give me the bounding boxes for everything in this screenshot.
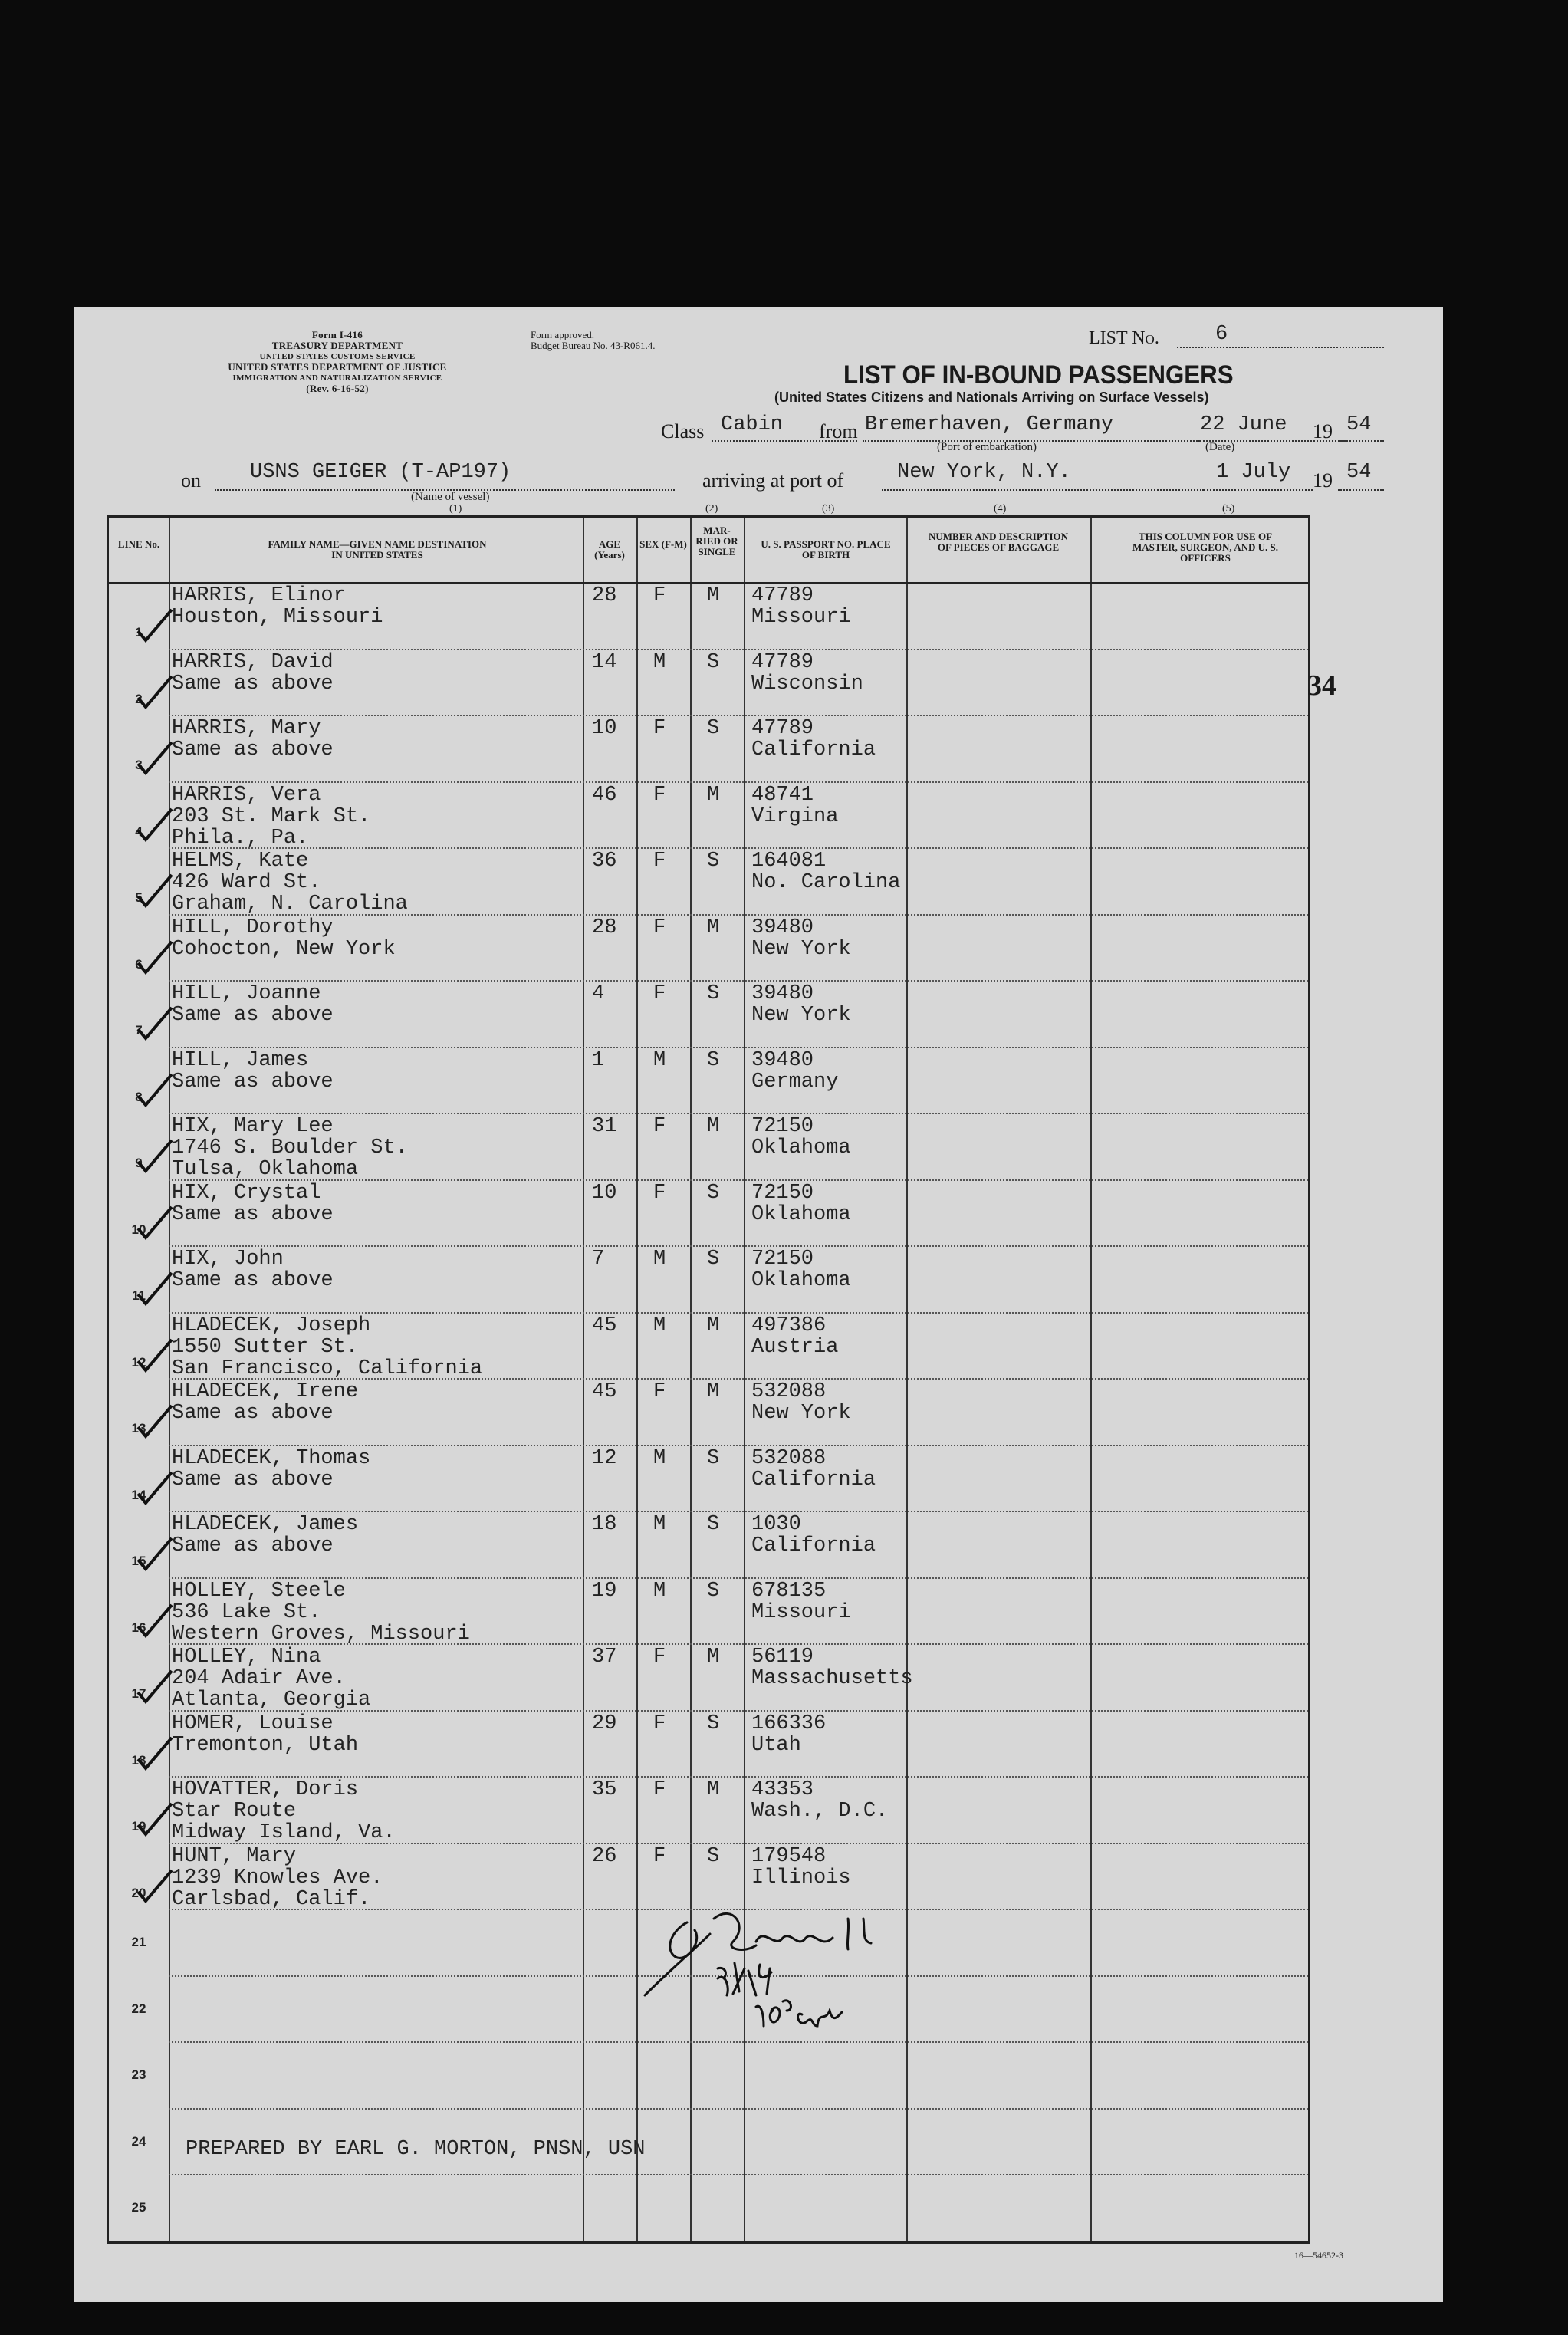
table-row: [109, 2041, 1308, 2108]
table-row: [109, 1511, 1308, 1577]
list-no-rule: [1177, 331, 1384, 348]
place-of-birth: Missouri: [751, 1600, 851, 1624]
passenger-name: HOLLEY, Nina: [172, 1646, 321, 1669]
passenger-marital-status: M: [707, 1314, 720, 1337]
caption-2: (2): [705, 503, 718, 515]
passenger-destination-2: San Francisco, California: [172, 1357, 483, 1380]
date2-year-prefix: 19: [1313, 469, 1333, 492]
table-row: [109, 2108, 1308, 2175]
place-of-birth: Wisconsin: [751, 672, 863, 696]
budget-bureau: Budget Bureau No. 43-R061.4.: [531, 340, 656, 351]
caption-1: (1): [449, 503, 462, 515]
passenger-name: HARRIS, Elinor: [172, 584, 346, 607]
place-of-birth: No. Carolina: [751, 871, 901, 894]
passport-number: 532088: [751, 1380, 827, 1403]
passport-number: 164081: [751, 850, 827, 873]
line-number: 19: [131, 1819, 146, 1833]
table-row: [109, 781, 1308, 848]
passenger-destination: 1239 Knowles Ave.: [172, 1866, 383, 1889]
passenger-destination-2: Phila., Pa.: [172, 826, 309, 850]
date2-value: 1 July: [1216, 461, 1291, 484]
port-value: New York, N.Y.: [897, 461, 1071, 484]
passenger-marital-status: S: [707, 1446, 720, 1470]
passenger-sex: F: [653, 1380, 666, 1403]
passenger-age: 37: [592, 1646, 617, 1669]
passenger-name: HLADECEK, Joseph: [172, 1314, 371, 1337]
passenger-destination: Same as above: [172, 1402, 334, 1425]
passenger-sex: M: [653, 1446, 666, 1470]
line-number: 3: [135, 758, 143, 772]
passenger-name: HIX, Crystal: [172, 1181, 321, 1205]
col-header-baggage: NUMBER AND DESCRIPTION OF PIECES OF BAGGAGE: [928, 531, 1069, 553]
passport-number: 47789: [751, 584, 814, 607]
place-of-birth: Germany: [751, 1070, 839, 1094]
line-number: 5: [135, 890, 143, 905]
check-mark-icon: [132, 807, 178, 846]
passenger-marital-status: M: [707, 1115, 720, 1138]
passport-number: 166336: [751, 1712, 827, 1735]
passenger-age: 26: [592, 1844, 617, 1868]
arriving-label: arriving at port of: [702, 469, 844, 492]
date2-year: 54: [1346, 461, 1372, 484]
table-row: [109, 1312, 1308, 1379]
passenger-sex: M: [653, 650, 666, 674]
passenger-name: HIX, John: [172, 1248, 284, 1271]
passenger-destination: 1746 S. Boulder St.: [172, 1136, 408, 1159]
passenger-name: HARRIS, Vera: [172, 783, 321, 807]
place-of-birth: Utah: [751, 1733, 801, 1757]
passenger-destination: 536 Lake St.: [172, 1600, 321, 1624]
passenger-destination: Houston, Missouri: [172, 606, 383, 629]
line-number: 24: [131, 2133, 146, 2149]
vessel-caption: (Name of vessel): [411, 491, 490, 503]
line-number: 23: [131, 2067, 146, 2082]
check-mark-icon: [132, 1669, 178, 1708]
place-of-birth: Missouri: [751, 606, 851, 629]
passenger-destination-2: Graham, N. Carolina: [172, 893, 408, 916]
passenger-marital-status: S: [707, 850, 720, 873]
line-number: 11: [132, 1288, 146, 1303]
place-of-birth: New York: [751, 1402, 851, 1425]
passport-number: 56119: [751, 1646, 814, 1669]
customs-service: UNITED STATES CUSTOMS SERVICE: [259, 352, 416, 361]
list-title: LIST OF IN-BOUND PASSENGERS: [843, 360, 1234, 390]
line-number: 9: [135, 1156, 143, 1170]
check-mark-icon: [132, 1471, 178, 1509]
passenger-sex: F: [653, 850, 666, 873]
passport-number: 39480: [751, 916, 814, 939]
passenger-marital-status: S: [707, 1248, 720, 1271]
passenger-destination-2: Tulsa, Oklahoma: [172, 1158, 359, 1181]
check-mark-icon: [132, 675, 178, 713]
table-row: [109, 1378, 1308, 1445]
passenger-age: 7: [592, 1248, 605, 1271]
passenger-name: PREPARED BY EARL G. MORTON, PNSN, USN: [186, 2137, 646, 2161]
place-of-birth: Oklahoma: [751, 1269, 851, 1292]
check-mark-icon: [132, 1537, 178, 1575]
passenger-destination: Same as above: [172, 672, 334, 696]
table-row: [109, 582, 1308, 649]
form-approval: [531, 330, 655, 351]
passport-number: 39480: [751, 982, 814, 1005]
check-mark-icon: [132, 741, 178, 779]
passenger-name: HILL, Dorothy: [172, 916, 334, 939]
officer-mark: 34: [1307, 669, 1336, 702]
passenger-destination: Same as above: [172, 1004, 334, 1027]
passenger-name: HIX, Mary Lee: [172, 1115, 334, 1138]
passenger-destination: Same as above: [172, 1202, 334, 1226]
class-value: Cabin: [721, 413, 784, 436]
passport-number: 39480: [751, 1048, 814, 1072]
col-header-officers: THIS COLUMN FOR USE OF MASTER, SURGEON, AND U. S. OFFICERS: [1132, 531, 1278, 564]
passenger-marital-status: M: [707, 1778, 720, 1801]
place-of-birth: Virgina: [751, 804, 839, 828]
line-number: 6: [135, 956, 143, 972]
place-of-birth: California: [751, 1534, 876, 1557]
passenger-destination: Same as above: [172, 738, 334, 761]
passenger-age: 14: [592, 650, 617, 674]
passenger-destination: Same as above: [172, 1269, 334, 1292]
passenger-destination: 1550 Sutter St.: [172, 1335, 359, 1359]
check-mark-icon: [132, 1073, 178, 1111]
check-mark-icon: [132, 1006, 178, 1044]
class-label: Class: [661, 420, 705, 442]
passenger-destination: Tremonton, Utah: [172, 1733, 359, 1757]
passport-number: 48741: [751, 783, 814, 807]
passenger-sex: F: [653, 717, 666, 740]
passenger-sex: F: [653, 1181, 666, 1205]
passenger-destination: 203 St. Mark St.: [172, 804, 371, 828]
from-label: from: [819, 420, 858, 442]
passenger-age: 45: [592, 1380, 617, 1403]
from-caption: (Port of embarkation): [937, 441, 1037, 453]
caption-5: (5): [1222, 503, 1235, 515]
line-number: 12: [131, 1354, 146, 1370]
passport-number: 72150: [751, 1181, 814, 1205]
col-header-line: LINE No.: [117, 538, 160, 550]
table-row: [109, 1113, 1308, 1179]
on-label: on: [181, 469, 201, 492]
place-of-birth: Massachusetts: [751, 1667, 913, 1690]
passenger-sex: F: [653, 1778, 666, 1801]
passenger-age: 18: [592, 1513, 617, 1536]
table-row: [109, 1710, 1308, 1777]
table-row: [109, 1245, 1308, 1312]
place-of-birth: Wash., D.C.: [751, 1800, 889, 1823]
line-number: 17: [131, 1686, 146, 1701]
passenger-marital-status: S: [707, 1513, 720, 1536]
place-of-birth: Oklahoma: [751, 1202, 851, 1226]
passenger-sex: M: [653, 1513, 666, 1536]
passenger-marital-status: S: [707, 1181, 720, 1205]
passenger-sex: M: [653, 1579, 666, 1603]
col-header-sex: SEX (F-M): [639, 538, 687, 550]
passenger-age: 28: [592, 916, 617, 939]
table-row: [109, 649, 1308, 715]
passenger-age: 46: [592, 783, 617, 807]
place-of-birth: California: [751, 1468, 876, 1491]
treasury-dept: TREASURY DEPARTMENT: [271, 340, 403, 351]
passenger-marital-status: S: [707, 1048, 720, 1072]
check-mark-icon: [132, 1404, 178, 1442]
line-number: 21: [131, 1935, 146, 1949]
form-revision: (Rev. 6-16-52): [306, 383, 369, 394]
line-number: 16: [131, 1620, 146, 1635]
passenger-name: HOVATTER, Doris: [172, 1778, 359, 1801]
place-of-birth: New York: [751, 1004, 851, 1027]
place-of-birth: New York: [751, 937, 851, 961]
check-mark-icon: [132, 1736, 178, 1774]
check-mark-icon: [132, 873, 178, 912]
passenger-age: 35: [592, 1778, 617, 1801]
col-header-passport: U. S. PASSPORT NO. PLACE OF BIRTH: [761, 538, 891, 561]
passenger-name: HOLLEY, Steele: [172, 1579, 346, 1603]
line-number: 7: [135, 1023, 143, 1038]
passenger-name: HLADECEK, Thomas: [172, 1446, 371, 1470]
passport-number: 497386: [751, 1314, 827, 1337]
form-number: Form I-416: [311, 329, 363, 340]
passport-number: 47789: [751, 650, 814, 674]
passenger-name: HOMER, Louise: [172, 1712, 334, 1735]
check-mark-icon: [132, 1338, 178, 1376]
passenger-age: 1: [592, 1048, 605, 1072]
line-number: 13: [131, 1421, 146, 1436]
date1-value: 22 June: [1200, 413, 1287, 436]
passenger-age: 31: [592, 1115, 617, 1138]
passenger-marital-status: M: [707, 783, 720, 807]
list-no-value: 6: [1215, 323, 1228, 346]
passenger-destination: Same as above: [172, 1534, 334, 1557]
line-number: 8: [135, 1089, 143, 1104]
passenger-sex: F: [653, 584, 666, 607]
passenger-destination-2: Western Groves, Missouri: [172, 1622, 470, 1646]
check-mark-icon: [132, 1603, 178, 1642]
passenger-sex: F: [653, 916, 666, 939]
footer-code: 16—54652-3: [1294, 2250, 1343, 2261]
table-row: [109, 980, 1308, 1047]
col-header-age: AGE (Years): [594, 538, 625, 561]
passenger-marital-status: S: [707, 1579, 720, 1603]
passenger-destination-2: Atlanta, Georgia: [172, 1689, 371, 1712]
passport-number: 47789: [751, 717, 814, 740]
passenger-destination: 204 Adair Ave.: [172, 1667, 346, 1690]
place-of-birth: California: [751, 738, 876, 761]
passenger-destination-2: Midway Island, Va.: [172, 1821, 396, 1844]
table-row: [109, 1445, 1308, 1511]
passenger-sex: F: [653, 1844, 666, 1868]
list-no-label: LIST No.: [1089, 328, 1159, 348]
line-number: 10: [131, 1222, 146, 1237]
passport-number: 532088: [751, 1446, 827, 1470]
passport-number: 179548: [751, 1844, 827, 1868]
form-agency-block: [176, 330, 498, 394]
place-of-birth: Illinois: [751, 1866, 851, 1889]
passenger-name: HLADECEK, Irene: [172, 1380, 359, 1403]
date1-year: 54: [1346, 413, 1372, 436]
check-mark-icon: [132, 1139, 178, 1177]
passenger-age: 36: [592, 850, 617, 873]
line-number: 20: [131, 1885, 146, 1900]
passenger-age: 4: [592, 982, 605, 1005]
passenger-sex: F: [653, 783, 666, 807]
ins-service: IMMIGRATION AND NATURALIZATION SERVICE: [232, 373, 442, 383]
check-mark-icon: [132, 1205, 178, 1244]
passenger-marital-status: M: [707, 916, 720, 939]
table-row: [109, 914, 1308, 981]
table-row: [109, 1179, 1308, 1246]
passenger-marital-status: M: [707, 1380, 720, 1403]
table-row: [109, 1047, 1308, 1113]
caption-4: (4): [994, 503, 1007, 515]
passenger-sex: F: [653, 1115, 666, 1138]
passenger-name: HARRIS, Mary: [172, 717, 321, 740]
form-approved: Form approved.: [531, 329, 595, 340]
passenger-age: 29: [592, 1712, 617, 1735]
table-row: [109, 1776, 1308, 1843]
place-of-birth: Oklahoma: [751, 1136, 851, 1159]
passenger-age: 10: [592, 1181, 617, 1205]
passenger-marital-status: S: [707, 1712, 720, 1735]
line-number: 22: [131, 2001, 146, 2016]
vessel-value: USNS GEIGER (T-AP197): [250, 461, 511, 484]
passenger-age: 45: [592, 1314, 617, 1337]
place-of-birth: Austria: [751, 1335, 839, 1359]
passenger-sex: F: [653, 1646, 666, 1669]
passenger-destination: Same as above: [172, 1070, 334, 1094]
passport-number: 72150: [751, 1248, 814, 1271]
passport-number: 72150: [751, 1115, 814, 1138]
justice-dept: UNITED STATES DEPARTMENT OF JUSTICE: [228, 361, 447, 373]
passenger-sex: M: [653, 1314, 666, 1337]
passenger-age: 28: [592, 584, 617, 607]
passenger-marital-status: S: [707, 650, 720, 674]
table-row: [109, 2174, 1308, 2241]
passenger-name: HILL, Joanne: [172, 982, 321, 1005]
passenger-destination: 426 Ward St.: [172, 871, 321, 894]
date1-year-prefix: 19: [1313, 420, 1333, 442]
passenger-age: 19: [592, 1579, 617, 1603]
passport-number: 1030: [751, 1513, 801, 1536]
check-mark-icon: [132, 940, 178, 978]
table-row: [109, 715, 1308, 781]
passenger-name: HELMS, Kate: [172, 850, 309, 873]
date-caption: (Date): [1205, 441, 1235, 453]
passenger-destination: Star Route: [172, 1800, 297, 1823]
passenger-sex: F: [653, 1712, 666, 1735]
line-number: 1: [135, 625, 143, 640]
passenger-marital-status: M: [707, 584, 720, 607]
passenger-age: 10: [592, 717, 617, 740]
line-number: 14: [131, 1487, 146, 1502]
passenger-name: HLADECEK, James: [172, 1513, 359, 1536]
list-subtitle: (United States Citizens and Nationals Arriving on Surface Vessels): [774, 390, 1209, 405]
passenger-destination: Cohocton, New York: [172, 937, 396, 961]
check-mark-icon: [132, 608, 178, 646]
passenger-name: HUNT, Mary: [172, 1844, 297, 1868]
passenger-name: HILL, James: [172, 1048, 309, 1072]
passport-number: 43353: [751, 1778, 814, 1801]
passport-number: 678135: [751, 1579, 827, 1603]
passenger-marital-status: S: [707, 982, 720, 1005]
check-mark-icon: [132, 1271, 178, 1310]
passenger-marital-status: M: [707, 1646, 720, 1669]
line-number: 25: [131, 2200, 146, 2215]
line-number: 2: [135, 691, 143, 706]
table-row: [109, 847, 1308, 914]
table-row: [109, 1577, 1308, 1644]
passenger-marital-status: S: [707, 1844, 720, 1868]
from-value: Bremerhaven, Germany: [865, 413, 1114, 436]
line-number: 15: [131, 1554, 146, 1568]
check-mark-icon: [132, 1869, 178, 1907]
inspector-signature: [641, 1896, 948, 2041]
table-row: [109, 1643, 1308, 1710]
passenger-marital-status: S: [707, 717, 720, 740]
passenger-sex: M: [653, 1048, 666, 1072]
col-header-married: MAR-RIED OR SINGLE: [695, 525, 738, 557]
line-number: 18: [131, 1752, 146, 1768]
check-mark-icon: [132, 1802, 178, 1840]
passenger-sex: F: [653, 982, 666, 1005]
passenger-age: 12: [592, 1446, 617, 1470]
line-number: 4: [135, 824, 143, 839]
passenger-name: HARRIS, David: [172, 650, 334, 674]
caption-3: (3): [822, 503, 835, 515]
passenger-destination-2: Carlsbad, Calif.: [172, 1887, 371, 1911]
passenger-sex: M: [653, 1248, 666, 1271]
passenger-destination: Same as above: [172, 1468, 334, 1491]
col-header-name: FAMILY NAME—GIVEN NAME DESTINATION IN UNITED STATES: [268, 538, 487, 561]
